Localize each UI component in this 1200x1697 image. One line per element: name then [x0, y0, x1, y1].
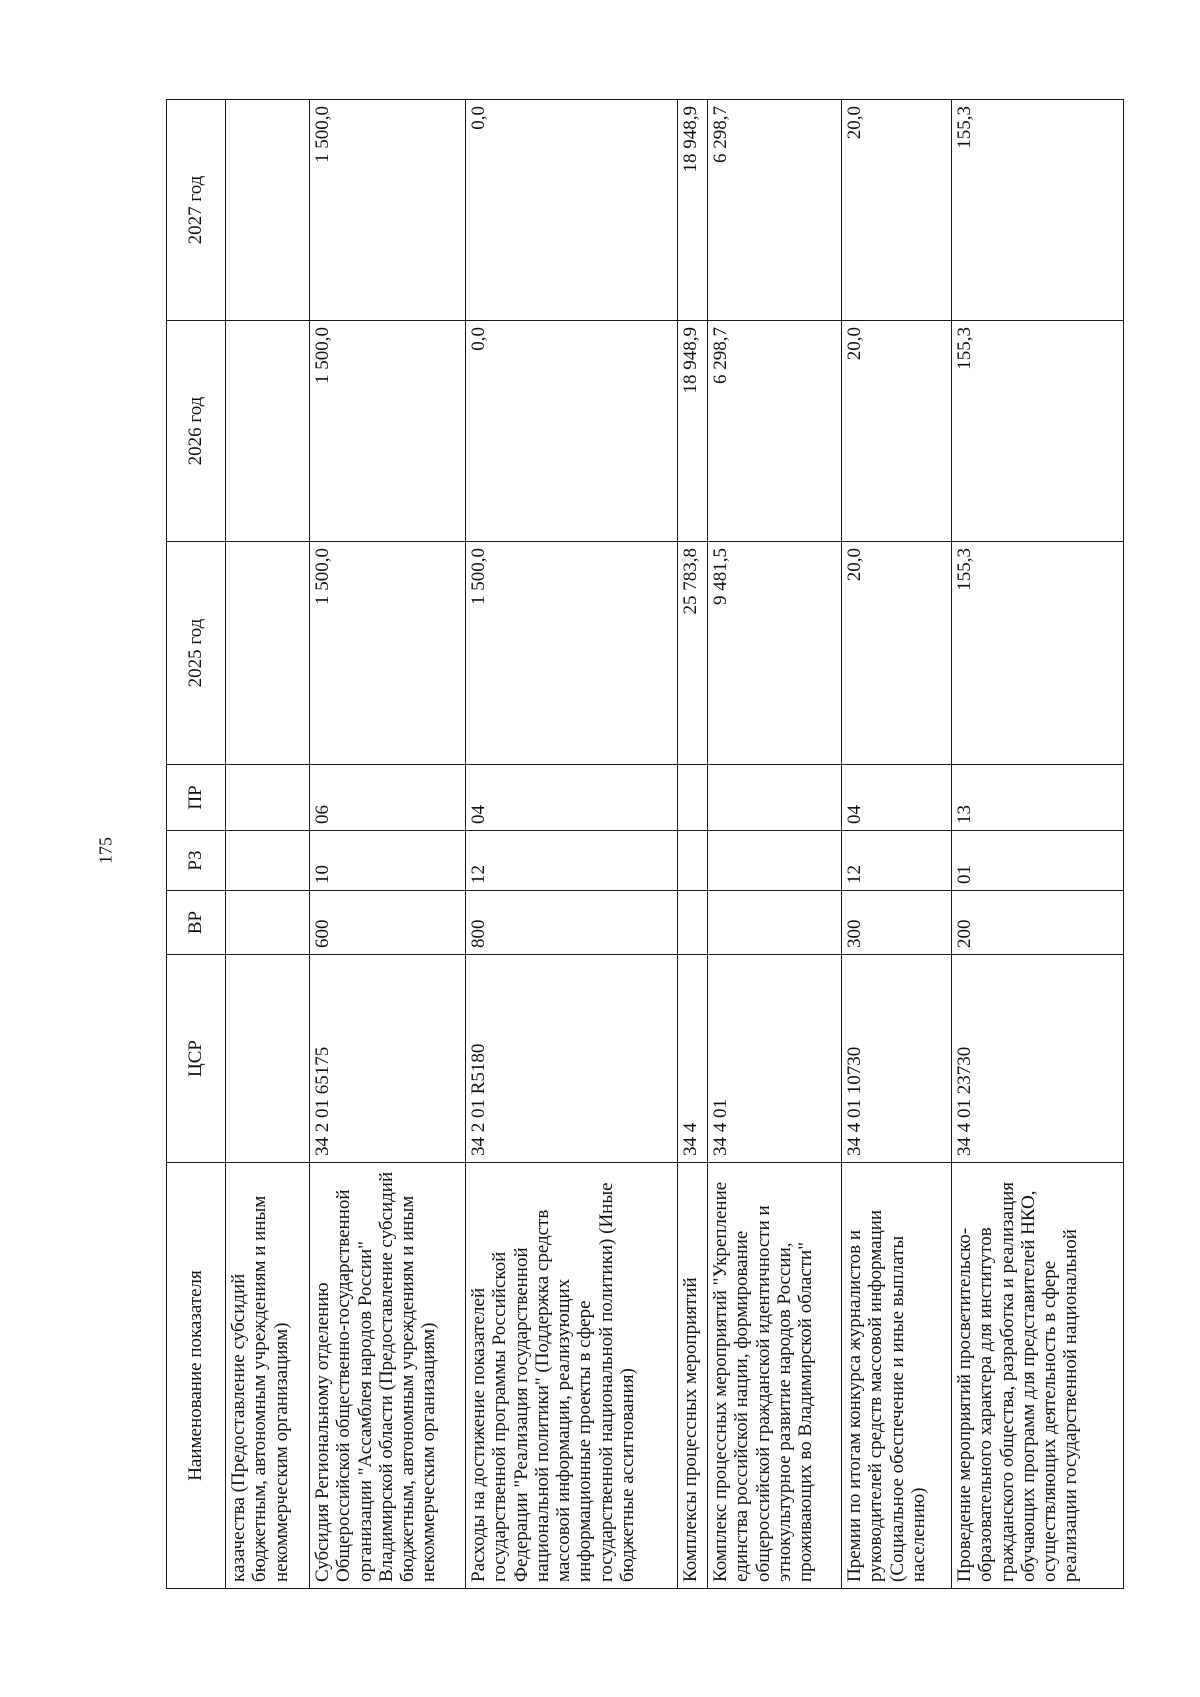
cell-csr: 34 4 01 [708, 955, 842, 1163]
budget-table [166, 99, 1124, 1589]
cell-vr [226, 891, 310, 955]
cell-pr [678, 765, 708, 831]
table-row [708, 100, 842, 1589]
cell-2026: 6 298,7 [708, 321, 842, 542]
cell-2027: 20,0 [842, 100, 952, 321]
cell-2027: 18 948,9 [678, 100, 708, 321]
cell-2025: 25 783,8 [678, 542, 708, 765]
cell-2027: 6 298,7 [708, 100, 842, 321]
header-vr: ВР [167, 891, 226, 955]
cell-2026: 1 500,0 [310, 321, 466, 542]
cell-name: Проведение мероприятий просветительско-образовательного характера для институтов гражданского общества, разработка и реализация обучающих программ для представителей НКО, осуществляющих деятельность в сфере реализации государственной национальной [952, 1163, 1124, 1589]
cell-name: казачества (Предоставление субсидий бюджетным, автономным учреждениям и иным некоммерческим организациям) [226, 1163, 310, 1589]
cell-2027 [226, 100, 310, 321]
cell-2026 [226, 321, 310, 542]
cell-rz: 10 [310, 831, 466, 891]
header-name: Наименование показателя [167, 1163, 226, 1589]
page-number: 175 [95, 837, 116, 864]
cell-rz [708, 831, 842, 891]
cell-vr: 200 [952, 891, 1124, 955]
cell-2026: 155,3 [952, 321, 1124, 542]
cell-2026: 18 948,9 [678, 321, 708, 542]
cell-2027: 0,0 [466, 100, 678, 321]
cell-2026: 20,0 [842, 321, 952, 542]
cell-name: Комплекс процессных мероприятий "Укрепление единства российской нации, формирование общероссийской гражданской идентичности и этнокультурное развитие народов России, проживающих во Владимирской области" [708, 1163, 842, 1589]
cell-csr: 34 2 01 R5180 [466, 955, 678, 1163]
cell-csr: 34 4 01 23730 [952, 955, 1124, 1163]
cell-rz: 12 [842, 831, 952, 891]
cell-name: Премии по итогам конкурса журналистов и руководителей средств массовой информации (Социальное обеспечение и иные выплаты населению) [842, 1163, 952, 1589]
cell-name: Комплексы процессных мероприятий [678, 1163, 708, 1589]
cell-pr: 04 [842, 765, 952, 831]
cell-2025: 1 500,0 [466, 542, 678, 765]
header-2027: 2027 год [167, 100, 226, 321]
cell-pr [708, 765, 842, 831]
budget-table-rotated [166, 100, 1118, 1589]
cell-csr: 34 4 [678, 955, 708, 1163]
header-pr: ПР [167, 765, 226, 831]
cell-rz: 12 [466, 831, 678, 891]
table-row [310, 100, 466, 1589]
cell-rz: 01 [952, 831, 1124, 891]
cell-2025: 20,0 [842, 542, 952, 765]
cell-2025: 155,3 [952, 542, 1124, 765]
cell-rz [226, 831, 310, 891]
table-row [842, 100, 952, 1589]
table-row [952, 100, 1124, 1589]
cell-pr: 13 [952, 765, 1124, 831]
table-row [466, 100, 678, 1589]
table-header-row [167, 100, 226, 1589]
cell-csr [226, 955, 310, 1163]
header-2026: 2026 год [167, 321, 226, 542]
header-rz: РЗ [167, 831, 226, 891]
header-2025: 2025 год [167, 542, 226, 765]
cell-vr: 800 [466, 891, 678, 955]
cell-2027: 1 500,0 [310, 100, 466, 321]
cell-2025 [226, 542, 310, 765]
cell-rz [678, 831, 708, 891]
cell-name: Субсидия Региональному отделению Общероссийской общественно-государственной организации "Ассамблея народов России" Владимирской области (Предоставление субсидий бюджетным, автономным учреждениям и иным некоммерческим организациям) [310, 1163, 466, 1589]
cell-name: Расходы на достижение показателей государственной программы Российской Федерации "Реализация государственной национальной политики" (Поддержка средств массовой информации, реализующих информационные проекты в сфере государственной национальной политики) (Иные бюджетные ассигнования) [466, 1163, 678, 1589]
cell-vr: 600 [310, 891, 466, 955]
cell-2026: 0,0 [466, 321, 678, 542]
cell-pr [226, 765, 310, 831]
cell-pr: 06 [310, 765, 466, 831]
cell-pr: 04 [466, 765, 678, 831]
header-csr: ЦСР [167, 955, 226, 1163]
cell-vr [678, 891, 708, 955]
table-row [678, 100, 708, 1589]
cell-2027: 155,3 [952, 100, 1124, 321]
cell-csr: 34 2 01 65175 [310, 955, 466, 1163]
cell-2025: 9 481,5 [708, 542, 842, 765]
cell-2025: 1 500,0 [310, 542, 466, 765]
cell-vr [708, 891, 842, 955]
cell-vr: 300 [842, 891, 952, 955]
cell-csr: 34 4 01 10730 [842, 955, 952, 1163]
table-row [226, 100, 310, 1589]
